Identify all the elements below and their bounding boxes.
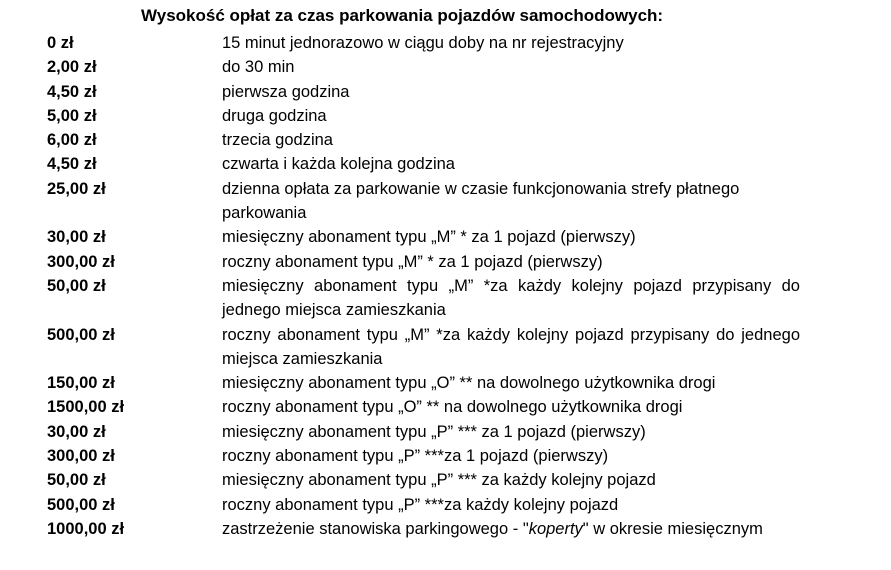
fee-description: roczny abonament typu „M” *za każdy kolejny pojazd przypisany do jednego miejsca zamieszkania [222,325,800,368]
fee-description-italic: koperty [528,519,583,538]
fee-price: 1500,00 zł [47,398,125,417]
fee-price: 5,00 zł [47,106,97,125]
fee-row [0,493,891,517]
fee-price: 500,00 zł [47,495,115,514]
fee-price: 30,00 zł [47,228,106,247]
fee-description: miesięczny abonament typu „O” ** na dowolnego użytkownika drogi [222,374,716,393]
fee-row [0,31,891,55]
fee-row [0,444,891,468]
fee-description [222,517,800,541]
fee-description: miesięczny abonament typu „P” *** za każdy kolejny pojazd [222,471,656,490]
fee-price: 300,00 zł [47,447,115,466]
fee-row [0,80,891,104]
fee-price: 6,00 zł [47,131,97,150]
fee-price: 4,50 zł [47,155,97,174]
fee-description: pierwsza godzina [222,82,350,101]
fee-list [0,31,891,541]
fee-description: roczny abonament typu „O” ** na dowolnego użytkownika drogi [222,398,683,417]
fee-description: roczny abonament typu „P” ***za każdy kolejny pojazd [222,495,619,514]
fee-description: miesięczny abonament typu „M” * za 1 pojazd (pierwszy) [222,228,636,247]
fee-description-start: zastrzeżenie stanowiska parkingowego - " [222,519,529,538]
fee-row [0,371,891,395]
document-title: Wysokość opłat za czas parkowania pojazdów samochodowych: [141,6,664,25]
fee-row [0,323,891,372]
fee-row [0,420,891,444]
fee-row [0,517,891,541]
fee-price: 2,00 zł [47,58,97,77]
fee-price: 500,00 zł [47,325,115,344]
fee-price: 50,00 zł [47,471,106,490]
fee-row [0,274,891,323]
fee-row [0,395,891,419]
fee-description: dzienna opłata za parkowanie w czasie funkcjonowania strefy płatnego parkowania [222,179,740,223]
fee-description: roczny abonament typu „P” ***za 1 pojazd (pierwszy) [222,447,609,466]
fee-price: 25,00 zł [47,179,106,198]
fee-description: miesięczny abonament typu „M” *za każdy kolejny pojazd przypisany do jednego miejsca zamieszkania [222,276,800,320]
fee-row [0,152,891,176]
fee-description: trzecia godzina [222,131,333,150]
fee-row [0,225,891,249]
fee-price: 30,00 zł [47,422,106,441]
fee-description: miesięczny abonament typu „P” *** za 1 pojazd (pierwszy) [222,422,646,441]
fee-price: 300,00 zł [47,252,115,271]
fee-description: 15 minut jednorazowo w ciągu doby na nr rejestracyjny [222,34,624,52]
fee-description: do 30 min [222,58,295,77]
fee-row [0,177,891,226]
fee-price: 150,00 zł [47,374,115,393]
fee-price: 4,50 zł [47,82,97,101]
fee-description: roczny abonament typu „M” * za 1 pojazd (pierwszy) [222,252,603,271]
fee-row [0,104,891,128]
fee-row [0,250,891,274]
fee-description: czwarta i każda kolejna godzina [222,155,455,174]
fee-price: 50,00 zł [47,276,106,295]
fee-price: 1000,00 zł [47,519,125,538]
fee-row [0,55,891,79]
fee-row [0,468,891,492]
fee-row [0,128,891,152]
fee-description-end: " w okresie miesięcznym [582,519,763,538]
fee-price: 0 zł [47,34,74,52]
fee-description: druga godzina [222,106,327,125]
